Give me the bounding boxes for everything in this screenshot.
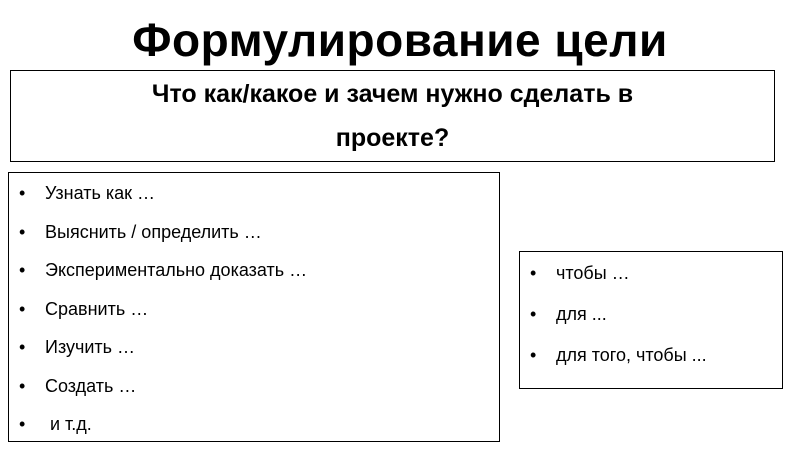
bullet-icon: •	[19, 221, 26, 242]
list-item	[520, 303, 782, 344]
list-item	[520, 344, 782, 385]
list-item	[9, 256, 499, 295]
list-item-text: для того, чтобы ...	[556, 345, 707, 365]
list-item	[9, 218, 499, 257]
bullet-icon: •	[530, 263, 537, 283]
question-box	[10, 70, 775, 162]
list-item	[9, 179, 499, 218]
bullet-icon: •	[530, 345, 537, 365]
list-item-text: Сравнить …	[45, 298, 149, 319]
bullet-icon: •	[19, 260, 26, 280]
purpose-list	[520, 262, 782, 385]
actions-list-box	[8, 172, 500, 442]
list-item-text: Создать …	[45, 375, 137, 396]
actions-list	[9, 179, 499, 449]
list-item-text: для ...	[556, 304, 607, 324]
list-item	[9, 295, 499, 334]
list-item-text: Экспериментально доказать …	[45, 260, 308, 280]
bullet-icon: •	[19, 337, 26, 357]
list-item-text: Узнать как …	[45, 183, 156, 203]
list-item	[9, 333, 499, 372]
list-item	[9, 410, 499, 449]
list-item-text: Изучить …	[45, 337, 136, 357]
list-item-text: и т.д.	[45, 414, 92, 434]
bullet-icon: •	[19, 183, 26, 203]
list-item	[520, 262, 782, 303]
bullet-icon: •	[19, 375, 26, 396]
list-item	[9, 372, 499, 411]
purpose-list-box	[519, 251, 783, 389]
list-item-text: чтобы …	[556, 263, 630, 283]
slide-title: Формулирование цели	[132, 14, 668, 66]
question-text: Что как/какое и зачем нужно сделать в проекте?	[151, 80, 634, 152]
bullet-icon: •	[19, 298, 26, 319]
bullet-icon: •	[530, 304, 537, 324]
list-item-text: Выяснить / определить …	[45, 221, 262, 242]
bullet-icon: •	[19, 414, 26, 434]
